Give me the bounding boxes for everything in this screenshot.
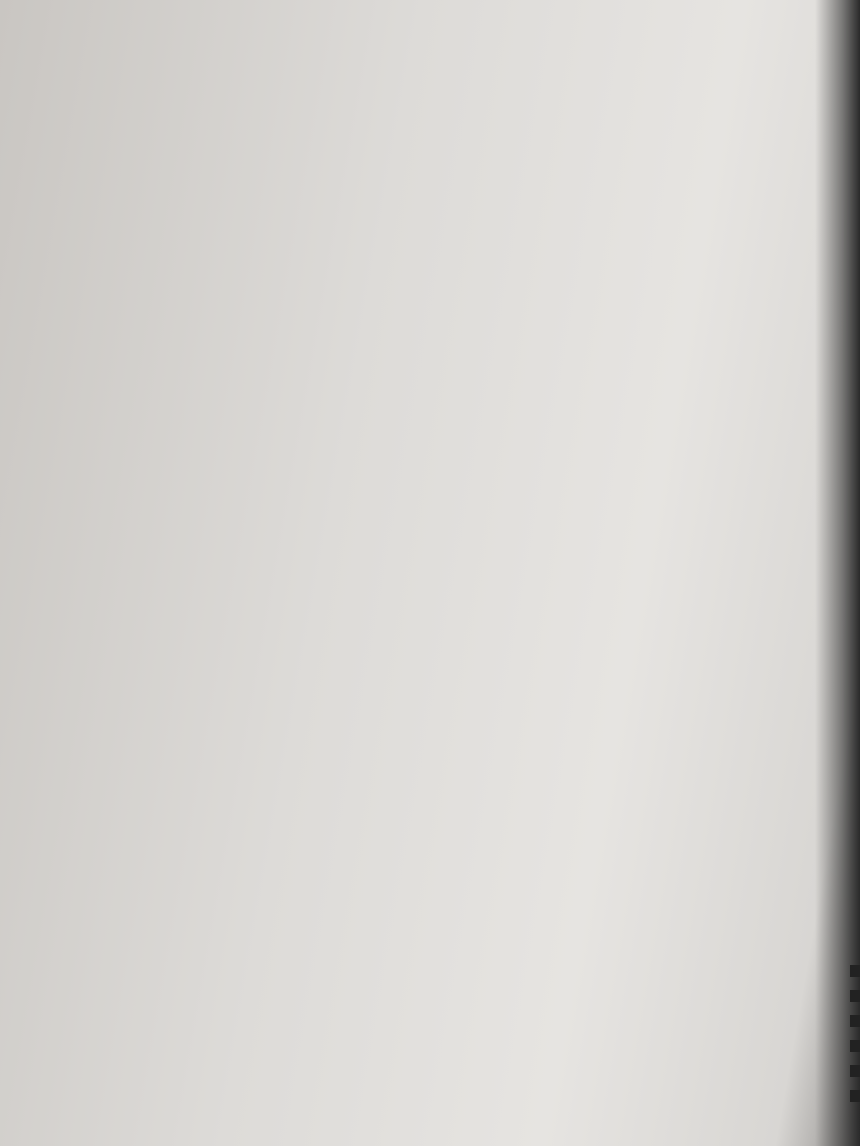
edge-mark [850, 1040, 860, 1052]
edge-mark [850, 965, 860, 977]
edge-mark [850, 1090, 860, 1102]
edge-mark [850, 1015, 860, 1027]
edge-mark [850, 1065, 860, 1077]
edge-mark [850, 990, 860, 1002]
